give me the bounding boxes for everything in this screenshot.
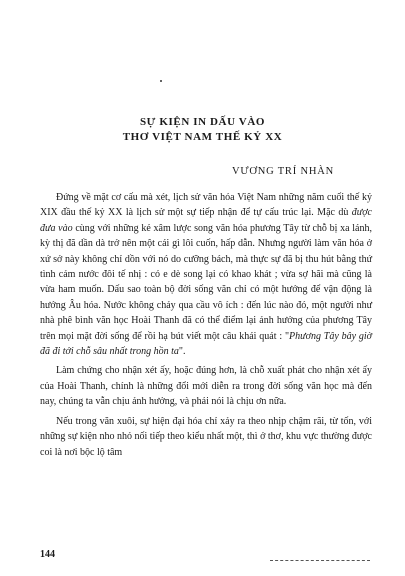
- author-name: VƯƠNG TRÍ NHÀN: [232, 166, 334, 177]
- paragraph-1-text-c: ".: [178, 346, 186, 358]
- paragraph-1-quote: Phương Tây bây giờ đã đi tới chỗ sâu nhất trong hồn ta: [40, 330, 373, 358]
- paragraph-2: [40, 363, 372, 409]
- paragraph-1-text-b: cùng với những kẻ xâm lược song văn hóa phương Tây từ chỗ bị xa lánh, kỳ thị đã dần dà trở nên một cái gì lôi cuốn, hấp dẫn. Nhưng người làm văn hóa ở xứ sở này không chỉ dồn với nó do cưỡng bách, mà thực sự đã bị thu hút bằng thứ tình cảm nước đôi tế nhị : có e dè song lại có khao khát ; vừa sợ hãi mà cũng là vừa ham muốn. Dấu sao toàn bộ đời sống văn chỉ có một hướng để vận động là hướng Âu hóa. Nước không chảy qua cầu vô ích : đến lúc nào đó, một người như nhà phê bình văn học Hoài Thanh đã có thể điểm lại ảnh hưởng của phương Tây trên mọi mặt đời sống để rồi hạ bút viết một câu khái quát : ": [40, 222, 372, 342]
- ink-dot: [160, 80, 162, 82]
- paragraph-3-text: Nếu trong văn xuôi, sự hiện đại hóa chỉ xảy ra theo nhịp chậm rãi, từ tốn, với những sự kiện nho nhỏ nối tiếp theo kiểu nhất một, thì ở thơ, khu vực thường được coi là nơi bộc lộ tâm: [40, 415, 372, 458]
- paragraph-1: [40, 190, 372, 359]
- paragraph-1-text-a: Đứng về mặt cơ cấu mà xét, lịch sử văn hóa Việt Nam những năm cuối thế kỷ XIX đầu thế kỷ XX là lịch sử một sự tiếp nhận để tự cấu trúc lại. Mặc dù: [40, 192, 372, 219]
- body-text: [40, 190, 372, 464]
- chapter-title-line-2: THƠ VIỆT NAM THẾ KỶ XX: [122, 131, 283, 143]
- page-number: 144: [40, 549, 55, 560]
- paragraph-2-text: Làm chứng cho nhận xét ấy, hoặc đúng hơn, là chỗ xuất phát cho nhận xét ấy của Hoài Thanh, chính là những đổi mới diễn ra trong đời sống văn học mà đến nay, chúng ta vẫn chịu ảnh hưởng, và phải nói là chịu ơn nữa.: [40, 365, 372, 408]
- paragraph-1-italic-a: được đưa vào: [40, 207, 372, 234]
- footer-dashes: [270, 560, 370, 561]
- paragraph-3: [40, 414, 372, 460]
- chapter-title-line-1: SỰ KIỆN IN DẤU VÀO: [139, 116, 266, 128]
